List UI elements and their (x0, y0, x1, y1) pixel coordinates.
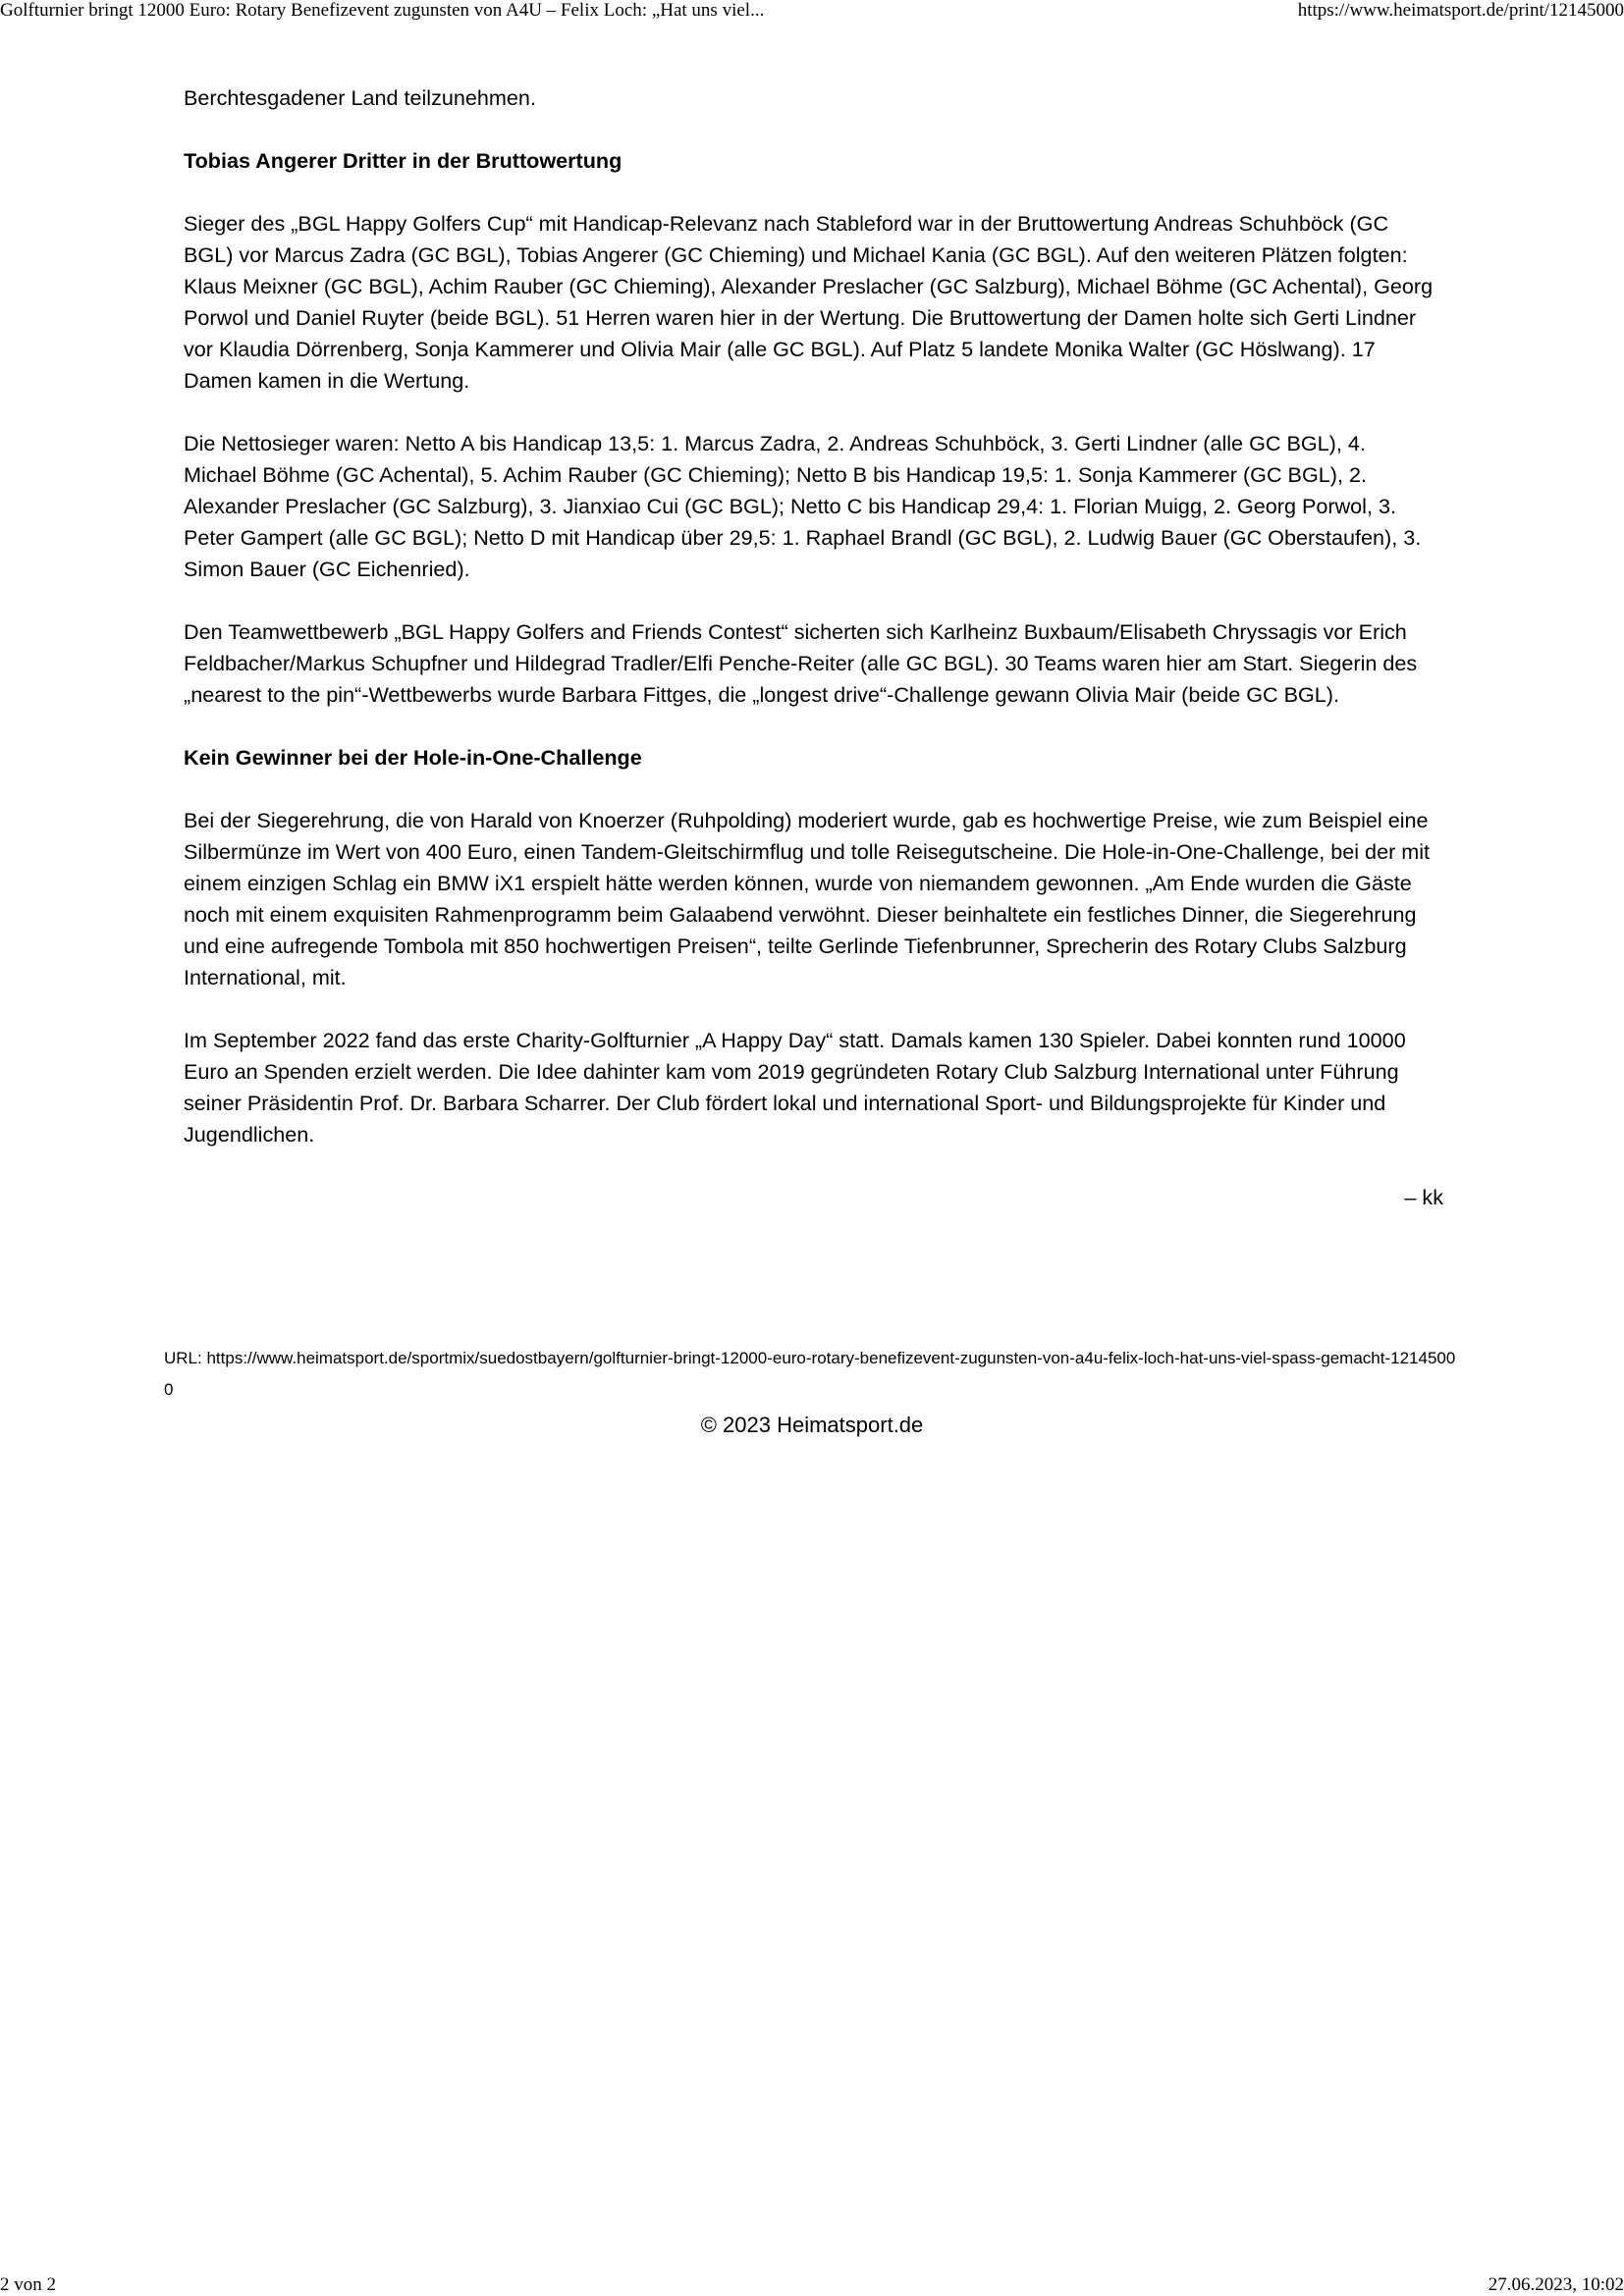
print-datetime: 27.06.2023, 10:02 (1488, 2274, 1624, 2295)
source-url-line (164, 1343, 1460, 1406)
print-header-url: https://www.heimatsport.de/print/12145000 (1297, 0, 1624, 21)
print-header-title: Golfturnier bringt 12000 Euro: Rotary Benefizevent zugunsten von A4U – Felix Loch: „Hat uns viel... (0, 0, 765, 21)
article-intro-tail: Berchtesgadener Land teilzunehmen. (184, 85, 536, 110)
article-paragraph: Im September 2022 fand das erste Charity-Golfturnier „A Happy Day“ statt. Damals kamen 130 Spieler. Dabei konnten rund 10000 Euro an Spenden erzielt werden. Die Idee dahinter kam vom 2019 gegründeten Rotary Club Salzburg International unter Führung seiner Präsidentin Prof. Dr. Barbara Scharrer. Der Club fördert lokal und international Sport- und Bildungsprojekte für Kinder und Jugendlichen. (184, 1028, 1406, 1147)
article-paragraph: Bei der Siegerehrung, die von Harald von Knoerzer (Ruhpolding) moderiert wurde, gab es hochwertige Preise, wie zum Beispiel eine Silbermünze im Wert von 400 Euro, einen Tandem-Gleitschirmflug und tolle Reisegutscheine. Die Hole-in-One-Challenge, bei der mit einem einzigen Schlag ein BMW iX1 erspielt hätte werden können, wurde von niemandem gewonnen. „Am Ende wurden die Gäste noch mit einem exquisiten Rahmenprogramm beim Galaabend verwöhnt. Dieser beinhaltete ein festliches Dinner, die Siegerehrung und eine aufregende Tombola mit 850 hochwertigen Preisen“, teilte Gerlinde Tiefenbrunner, Sprecherin des Rotary Clubs Salzburg International, mit. (184, 808, 1431, 989)
section-heading-bruttowertung: Tobias Angerer Dritter in der Bruttowertung (184, 148, 623, 173)
article-paragraph: Den Teamwettbewerb „BGL Happy Golfers and Friends Contest“ sicherten sich Karlheinz Buxbaum/Elisabeth Chryssagis vor Erich Feldbacher/Markus Schupfner und Hildegrad Tradler/Elfi Penche-Reiter (alle GC BGL). 30 Teams waren hier am Start. Siegerin des „nearest to the pin“-Wettbewerbs wurde Barbara Fittges, die „longest drive“-Challenge gewann Olivia Mair (beide GC BGL). (184, 619, 1418, 707)
source-url-label: URL: (164, 1349, 202, 1367)
article-paragraph: Sieger des „BGL Happy Golfers Cup“ mit Handicap-Relevanz nach Stableford war in der Bruttowertung Andreas Schuhböck (GC BGL) vor Marcus Zadra (GC BGL), Tobias Angerer (GC Chieming) und Michael Kania (GC BGL). Auf den weiteren Plätzen folgten: Klaus Meixner (GC BGL), Achim Rauber (GC Chieming), Alexander Preslacher (GC Salzburg), Michael Böhme (GC Achental), Georg Porwol und Daniel Ruyter (beide BGL). 51 Herren waren hier in der Wertung. Die Bruttowertung der Damen holte sich Gerti Lindner vor Klaudia Dörrenberg, Sonja Kammerer und Olivia Mair (alle GC BGL). Auf Platz 5 landete Monika Walter (GC Höslwang). 17 Damen kamen in die Wertung. (184, 211, 1434, 393)
article-paragraph: Die Nettosieger waren: Netto A bis Handicap 13,5: 1. Marcus Zadra, 2. Andreas Schuhböck, 3. Gerti Lindner (alle GC BGL), 4. Michael Böhme (GC Achental), 5. Achim Rauber (GC Chieming); Netto B bis Handicap 19,5: 1. Sonja Kammerer (GC BGL), 2. Alexander Preslacher (GC Salzburg), 3. Jianxiao Cui (GC BGL); Netto C bis Handicap 29,4: 1. Florian Muigg, 2. Georg Porwol, 3. Peter Gampert (alle GC BGL); Netto D mit Handicap über 29,5: 1. Raphael Brandl (GC BGL), 2. Ludwig Bauer (GC Oberstaufen), 3. Simon Bauer (GC Eichenried). (184, 431, 1422, 581)
section-heading-hole-in-one: Kein Gewinner bei der Hole-in-One-Challenge (184, 745, 642, 770)
author-signature: – kk (1404, 1185, 1443, 1209)
source-url-link[interactable]: https://www.heimatsport.de/sportmix/suedostbayern/golfturnier-bringt-12000-euro-rotary-benefizevent-zugunsten-von-a4u-felix-loch-hat-uns-viel-spass-gemacht-12145000 (164, 1349, 1456, 1399)
copyright-notice: © 2023 Heimatsport.de (700, 1413, 924, 1437)
article-body (184, 82, 1443, 1245)
page-number: 2 von 2 (0, 2274, 56, 2295)
